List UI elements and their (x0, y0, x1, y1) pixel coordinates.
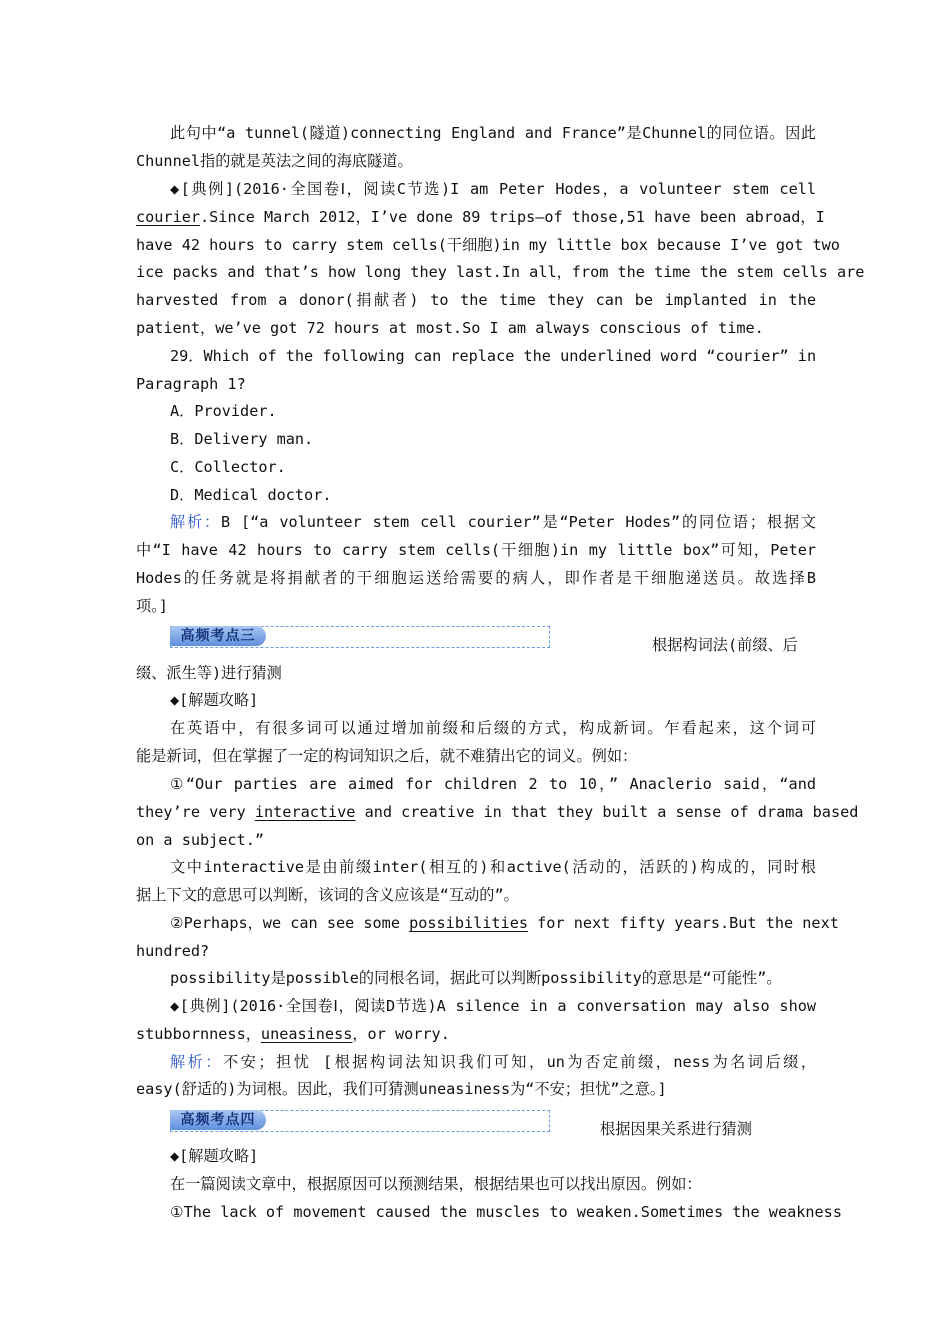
option-a: A．Provider. (170, 402, 277, 420)
analysis-line: 中“I have 42 hours to carry stem cells(干细胞)in my little box”可知，Peter (136, 541, 816, 559)
example-line: courier.Since March 2012，I’ve done 89 trips—of those,51 have been abroad，I (136, 208, 825, 226)
analysis-line: 项。] (136, 597, 168, 615)
option-b: B．Delivery man. (170, 430, 314, 448)
example-line: have 42 hours to carry stem cells(干细胞)in my little box because I’ve got two (136, 236, 840, 254)
section-title: 根据构词法(前缀、后 (652, 636, 798, 654)
example-line: on a subject.” (136, 831, 265, 849)
example-line: ◆[典例](2016·全国卷Ⅰ，阅读C节选)I am Peter Hodes，a volunteer stem cell (170, 180, 816, 198)
section-title: 根据因果关系进行猜测 (600, 1120, 752, 1138)
example-line: hundred? (136, 942, 210, 960)
underlined-word: uneasiness (260, 1025, 353, 1043)
paragraph-line: possibility是possible的同根名词，据此可以判断possibility的意思是“可能性”。 (170, 969, 782, 987)
analysis-line: 解析：B [“a volunteer stem cell courier”是“Peter Hodes”的同位语；根据文 (170, 513, 816, 531)
example-line: harvested from a donor(捐献者) to the time they can be implanted in the (136, 291, 816, 309)
paragraph-line: 能是新词，但在掌握了一定的构词知识之后，就不难猜出它的词义。例如： (136, 747, 638, 765)
paragraph-line: 据上下文的意思可以判断，该词的含义应该是“互动的”。 (136, 886, 519, 904)
analysis-line: Hodes的任务就是将捐献者的干细胞运送给需要的病人，即作者是干细胞递送员。故选择B (136, 569, 816, 587)
section-title-cont: 缀、派生等)进行猜测 (136, 664, 282, 682)
analysis-label: 解析： (170, 1053, 224, 1071)
example-line: patient，we’ve got 72 hours at most.So I am always conscious of time. (136, 319, 764, 337)
underlined-word: courier (136, 208, 201, 226)
section-badge: 高频考点三 (170, 626, 266, 646)
example-line: ①“Our parties are aimed for children 2 to 10，” Anaclerio said，“and (170, 775, 816, 793)
underlined-word: interactive (254, 803, 356, 821)
analysis-line: 解析：不安；担忧 [根据构词法知识我们可知，un为否定前缀，ness为名词后缀， (170, 1053, 817, 1071)
section-header-4 (170, 1110, 816, 1136)
example-line: ice packs and that’s how long they last.In all，from the time the stem cells are (136, 263, 865, 281)
question-stem: Paragraph 1? (136, 375, 246, 393)
section-header-3 (170, 626, 816, 652)
option-d: D．Medical doctor. (170, 486, 332, 504)
section-badge: 高频考点四 (170, 1110, 266, 1130)
example-line: ①The lack of movement caused the muscles to weaken.Sometimes the weakness (170, 1203, 842, 1221)
example-line: they’re very interactive and creative in that they built a sense of drama based (136, 803, 859, 821)
example-line: ②Perhaps，we can see some possibilities for next fifty years.But the next (170, 914, 839, 932)
paragraph-line: 此句中“a tunnel(隧道)connecting England and France”是Chunnel的同位语。因此 (170, 124, 816, 142)
option-c: C．Collector. (170, 458, 286, 476)
underlined-word: possibilities (409, 914, 528, 932)
analysis-line: easy(舒适的)为词根。因此，我们可猜测uneasiness为“不安；担忧”之意。] (136, 1080, 667, 1098)
paragraph-line: 在英语中，有很多词可以通过增加前缀和后缀的方式，构成新词。乍看起来，这个词可 (170, 719, 816, 737)
paragraph-line: 文中interactive是由前缀inter(相互的)和active(活动的，活跃的)构成的，同时根 (170, 858, 816, 876)
example-line: ◆[典例](2016·全国卷Ⅰ，阅读D节选)A silence in a conversation may also show (170, 997, 816, 1015)
strategy-heading: ◆[解题攻略] (170, 691, 259, 709)
paragraph-line: 在一篇阅读文章中，根据原因可以预测结果，根据结果也可以找出原因。例如： (170, 1175, 702, 1193)
strategy-heading: ◆[解题攻略] (170, 1147, 259, 1165)
paragraph-line: Chunnel指的就是英法之间的海底隧道。 (136, 152, 413, 170)
question-stem: 29．Which of the following can replace the underlined word “courier” in (170, 347, 817, 365)
example-line: stubbornness，uneasiness，or worry. (136, 1025, 450, 1043)
analysis-label: 解析： (170, 513, 221, 531)
